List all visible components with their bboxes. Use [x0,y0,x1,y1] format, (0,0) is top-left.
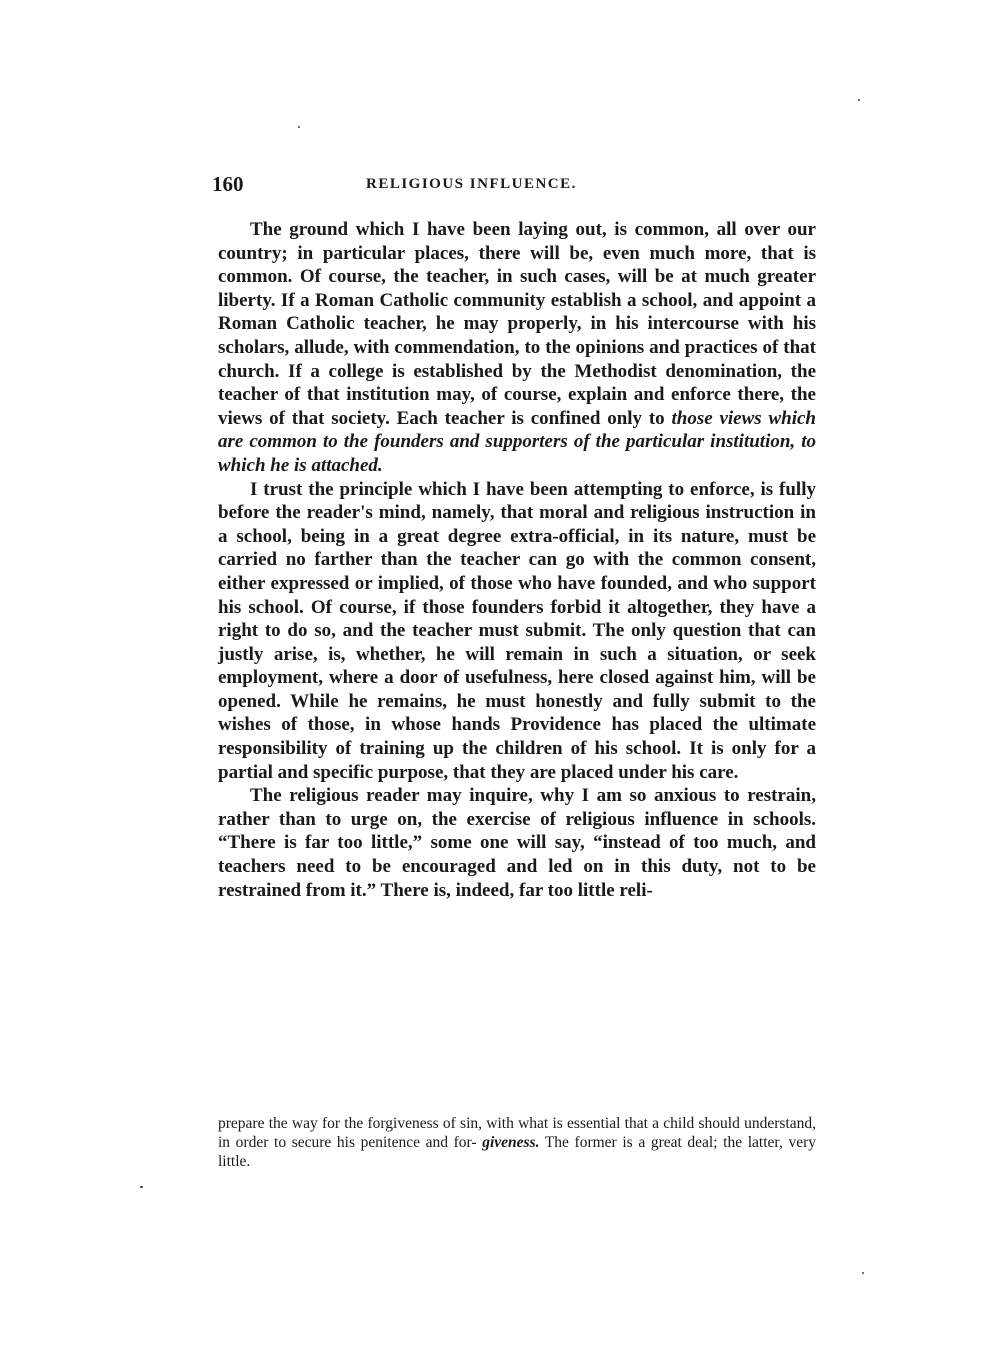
paragraph-3: The religious reader may inquire, why I am so anxious to restrain, rather than to urge on, the exercise of religious influence in schools. “There is far too little,” some one will say, “instead of too much, and teachers need to be encouraged and led on in this duty, not to be restrained from it.” There is, indeed, far too little reli- [218,785,816,901]
footnote [218,1114,816,1171]
body-text [218,218,816,902]
scan-speck [858,99,860,101]
page-number: 160 [212,172,244,196]
footnote-italic: giveness. [482,1134,540,1151]
page-header [212,172,816,198]
paragraph-1 [218,218,816,478]
scan-speck [140,1186,143,1188]
paragraph-2: I trust the principle which I have been attempting to enforce, is fully before the reader's mind, namely, that moral and religious instruction in a school, being in a great degree extra-official, in its nature, must be carried no farther than the teacher can go with the common consent, either expressed or implied, of those who have founded, and who support his school. Of course, if those founders forbid it altogether, they have a right to do so, and the teacher must submit. The only question that can justly arise, is, whether, he will remain in such a situation, or seek employment, where a door of usefulness, here closed against him, will be opened. While he remains, he must honestly and fully submit to the wishes of those, in whose hands Providence has placed the ultimate responsibility of training up the children of his school. It is only for a partial and specific purpose, that they are placed under his care. [218,478,816,783]
footnote-tail: The former is a great deal; the latter, very little. [218,1134,816,1170]
paragraph-1-text: The ground which I have been laying out, is common, all over our country; in particular places, there will be, even much more, that is common. Of course, the teacher, in such cases, will be at much greater liberty. If a Roman Catholic community establish a school, and appoint a Roman Catholic teacher, he may properly, in his intercourse with his scholars, allude, with commendation, to the opinions and practices of that church. If a college is established by the Methodist denomination, the teacher of that institution may, of course, explain and enforce there, the views of that society. Each teacher is confined only to [218,219,816,429]
running-head: RELIGIOUS INFLUENCE. [366,176,577,192]
footnote-text: prepare the way for the forgiveness of sin, with what is essential that a child should understand, in order to secure his penitence and for- [218,1115,816,1151]
scan-speck [298,126,300,128]
paragraph-1-italic: those views which are common to the founders and supporters of the particular institution, to which he is attached. [218,407,816,476]
scan-speck [862,1272,864,1274]
